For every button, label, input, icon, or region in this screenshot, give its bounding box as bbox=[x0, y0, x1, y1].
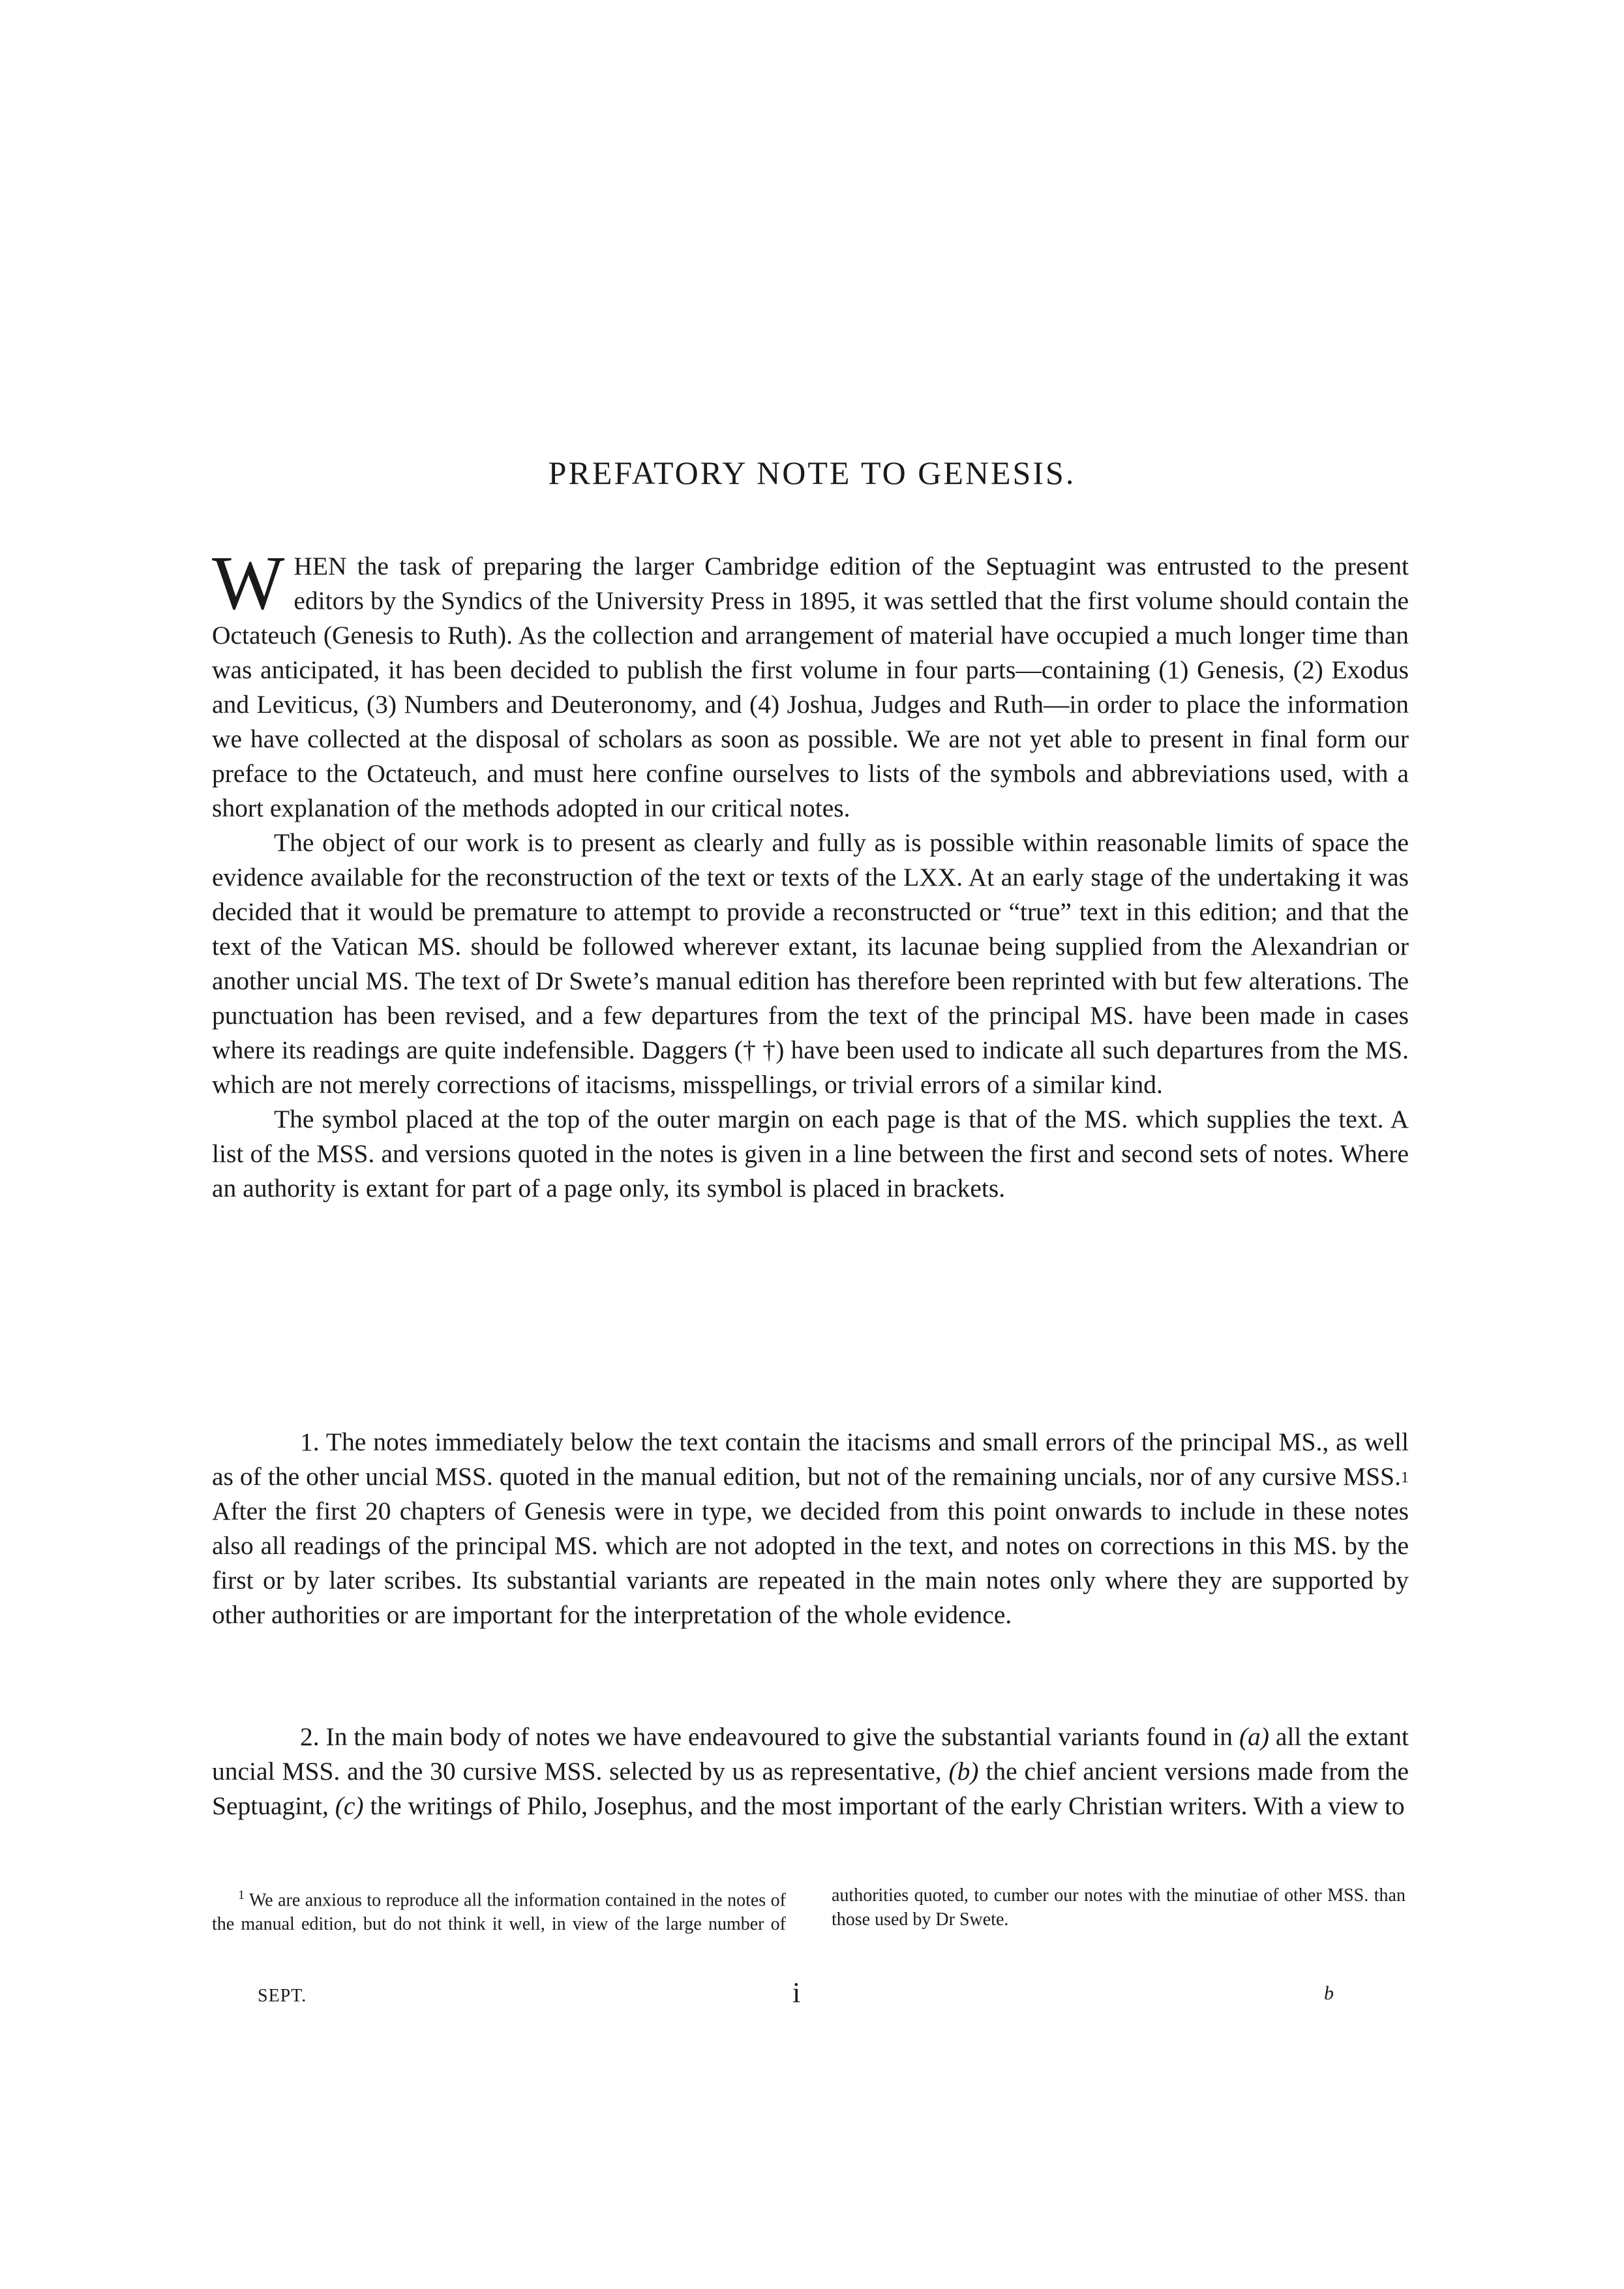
page-title: PREFATORY NOTE TO GENESIS. bbox=[548, 455, 1076, 491]
item-c-marker: (c) bbox=[335, 1791, 364, 1820]
section-1-body: 1. The notes immediately below the text contain the itacisms and small errors of the principal MS., as well as of the other uncial MSS. quoted in the manual edition, but not of the remaining uncials, nor of any cursive MSS. bbox=[212, 1428, 1409, 1491]
paragraph-object-of-work: The object of our work is to present as clearly and fully as is possible within reasonable limits of space the evidence available for the reconstruction of the text or texts of the LXX. At an early stage of the undertaking it was decided that it would be premature to attempt to provide a reconstructed or “true” text in this edition; and that the text of the Vatican MS. should be followed wherever extant, its lacunae being supplied from the Alexandrian or another uncial MS. The text of Dr Swete’s manual edition has therefore been reprinted with but few alterations. The punctuation has been revised, and a few departures from the text of the principal MS. have been made in cases where its readings are quite indefensible. Daggers († †) have been used to indicate all such departures from the MS. which are not merely corrections of itacisms, misspellings, or trivial errors of a similar kind. bbox=[212, 828, 1409, 1099]
section-2-text bbox=[212, 1720, 1409, 1823]
preface-intro bbox=[212, 540, 1409, 1206]
footnote-1 bbox=[212, 1883, 1406, 1936]
footnote-text: We are anxious to reproduce all the information contained in the notes of the manual edition, but do not think it well, in view of the large number of authorities quoted, to cumber our notes with the minutiae of other MSS. than those used by Dr Swete. bbox=[212, 1885, 1406, 1935]
footnotes bbox=[212, 1883, 1406, 1936]
paragraph-symbol-placement: The symbol placed at the top of the outer margin on each page is that of the MS. which supplies the text. A list of the MSS. and versions quoted in the notes is given in a line between the first and second sets of notes. Where an authority is extant for part of a page only, its symbol is placed in brackets. bbox=[212, 1105, 1409, 1203]
section-2-body-c: the writings of Philo, Josephus, and the most important of the early Christian writers. With a view to bbox=[363, 1791, 1405, 1820]
numbered-section-1 bbox=[212, 1425, 1409, 1632]
section-2-body-a: all the extant uncial MSS. and the 30 cursive MSS. selected by us as representative, bbox=[212, 1722, 1409, 1786]
section-1-body-cont: After the first 20 chapters of Genesis were in type, we decided from this point onwards to include in these notes also all readings of the principal MS. which are not adopted in the text, and notes on corrections in this MS. by the first or by later scribes. Its substantial variants are repeated in the main notes only where they are supported by other authorities or are important for the interpretation of the whole evidence. bbox=[212, 1497, 1409, 1629]
footnote-marker: 1 bbox=[238, 1888, 245, 1902]
section-1-text bbox=[212, 1425, 1409, 1632]
section-2-body: 2. In the main body of notes we have endeavoured to give the substantial variants found in bbox=[300, 1722, 1239, 1751]
gathering-mark: b bbox=[1324, 1982, 1334, 2004]
item-b-marker: (b) bbox=[948, 1757, 979, 1786]
section-2-body-b: the chief ancient versions made from the Septuagint, bbox=[212, 1757, 1409, 1820]
page-number: i bbox=[792, 1977, 801, 2009]
paragraph-text: HEN the task of preparing the larger Cambridge edition of the Septuagint was entrusted to the present editors by the Syndics of the University Press in 1895, it was settled that the first volume should contain the Octateuch (Genesis to Ruth). As the collection and arrangement of material have occupied a much longer time than was anticipated, it has been decided to publish the first volume in four parts—containing (1) Genesis, (2) Exodus and Leviticus, (3) Numbers and Deuteronomy, and (4) Joshua, Judges and Ruth—in order to place the information we have collected at the disposal of scholars as soon as possible. We are not yet able to present in final form our preface to the Octateuch, and must here confine ourselves to lists of the symbols and abbreviations used, with a short explanation of the methods adopted in our critical notes. bbox=[212, 552, 1409, 822]
drop-cap: W bbox=[212, 540, 285, 625]
footnote-reference: 1 bbox=[1401, 1469, 1409, 1486]
paragraph-opening bbox=[212, 540, 1409, 826]
signature-mark: SEPT. bbox=[258, 1986, 307, 2006]
numbered-section-2 bbox=[212, 1720, 1409, 1823]
item-a-marker: (a) bbox=[1239, 1722, 1269, 1751]
